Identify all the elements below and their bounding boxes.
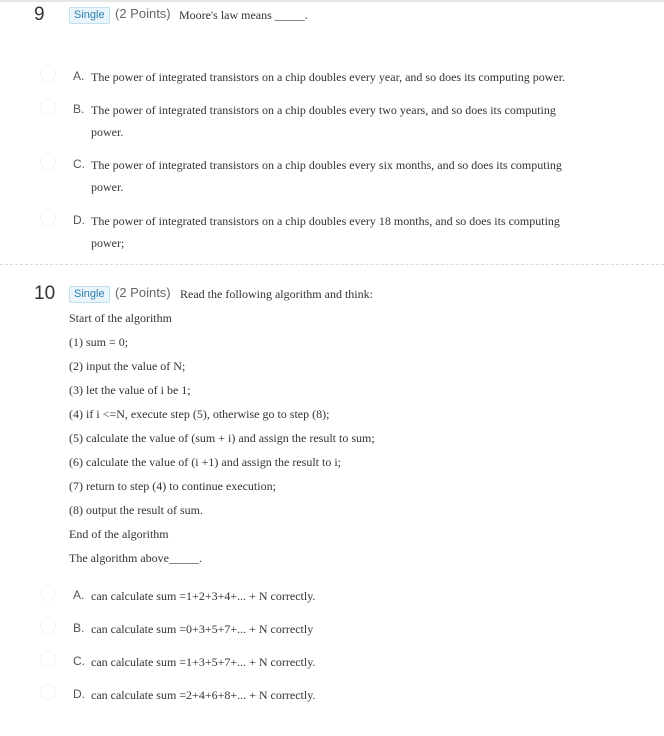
option-letter: C.	[73, 157, 85, 171]
question-points: (2 Points)	[115, 6, 171, 21]
algorithm-line: (2) input the value of N;	[69, 359, 186, 373]
algorithm-line: (7) return to step (4) to continue execution;	[69, 479, 276, 493]
radio-button[interactable]	[40, 684, 56, 700]
option-b[interactable]	[40, 618, 640, 640]
question-stem: Moore's law means _____.	[179, 8, 308, 22]
algorithm-line: (6) calculate the value of (i +1) and assign the result to i;	[69, 455, 342, 469]
algorithm-line: (4) if i <=N, execute step (5), otherwise go to step (8);	[69, 407, 330, 421]
question-stem: Read the following algorithm and think:	[180, 287, 373, 301]
option-letter: D.	[73, 687, 85, 701]
option-letter: B.	[73, 621, 85, 635]
algorithm-line: Start of the algorithm	[69, 311, 172, 325]
option-c[interactable]	[40, 651, 640, 673]
algorithm-line: End of the algorithm	[69, 527, 169, 541]
option-letter: A.	[73, 588, 85, 602]
option-a[interactable]	[40, 66, 640, 88]
option-letter: B.	[73, 102, 85, 116]
radio-button[interactable]	[40, 154, 56, 170]
algorithm-line: (5) calculate the value of (sum + i) and assign the result to sum;	[69, 431, 375, 445]
option-a[interactable]	[40, 585, 640, 607]
option-text: The power of integrated transistors on a chip doubles every year, and so does its computing power.	[91, 70, 566, 84]
option-c[interactable]	[40, 154, 640, 198]
radio-button[interactable]	[40, 618, 56, 634]
algorithm-line: The algorithm above_____.	[69, 551, 202, 565]
option-text: can calculate sum =1+2+3+4+... + N correctly.	[91, 589, 316, 603]
option-d[interactable]	[40, 210, 640, 254]
option-letter: A.	[73, 69, 85, 83]
radio-button[interactable]	[40, 99, 56, 115]
option-letter: D.	[73, 213, 85, 227]
radio-button[interactable]	[40, 585, 56, 601]
algorithm-line: (3) let the value of i be 1;	[69, 383, 191, 397]
option-text: can calculate sum =1+3+5+7+... + N correctly.	[91, 655, 316, 669]
question-type-badge: Single	[69, 286, 110, 303]
option-text: The power of integrated transistors on a chip doubles every 18 months, and so does its computing power;	[91, 214, 560, 250]
option-text: can calculate sum =0+3+5+7+... + N correctly	[91, 622, 314, 636]
question-points: (2 Points)	[115, 285, 171, 300]
option-letter: C.	[73, 654, 85, 668]
option-text: can calculate sum =2+4+6+8+... + N correctly.	[91, 688, 316, 702]
radio-button[interactable]	[40, 66, 56, 82]
radio-button[interactable]	[40, 210, 56, 226]
radio-button[interactable]	[40, 651, 56, 667]
algorithm-line: (8) output the result of sum.	[69, 503, 203, 517]
question-number: 9	[34, 4, 45, 25]
top-divider	[0, 0, 664, 2]
option-text: The power of integrated transistors on a chip doubles every six months, and so does its computing power.	[91, 158, 562, 194]
question-number: 10	[34, 283, 56, 304]
question-type-badge: Single	[69, 7, 110, 24]
option-b[interactable]	[40, 99, 640, 143]
question-divider	[0, 264, 664, 265]
algorithm-line: (1) sum = 0;	[69, 335, 129, 349]
option-text: The power of integrated transistors on a chip doubles every two years, and so does its computing power.	[91, 103, 556, 139]
option-d[interactable]	[40, 684, 640, 706]
